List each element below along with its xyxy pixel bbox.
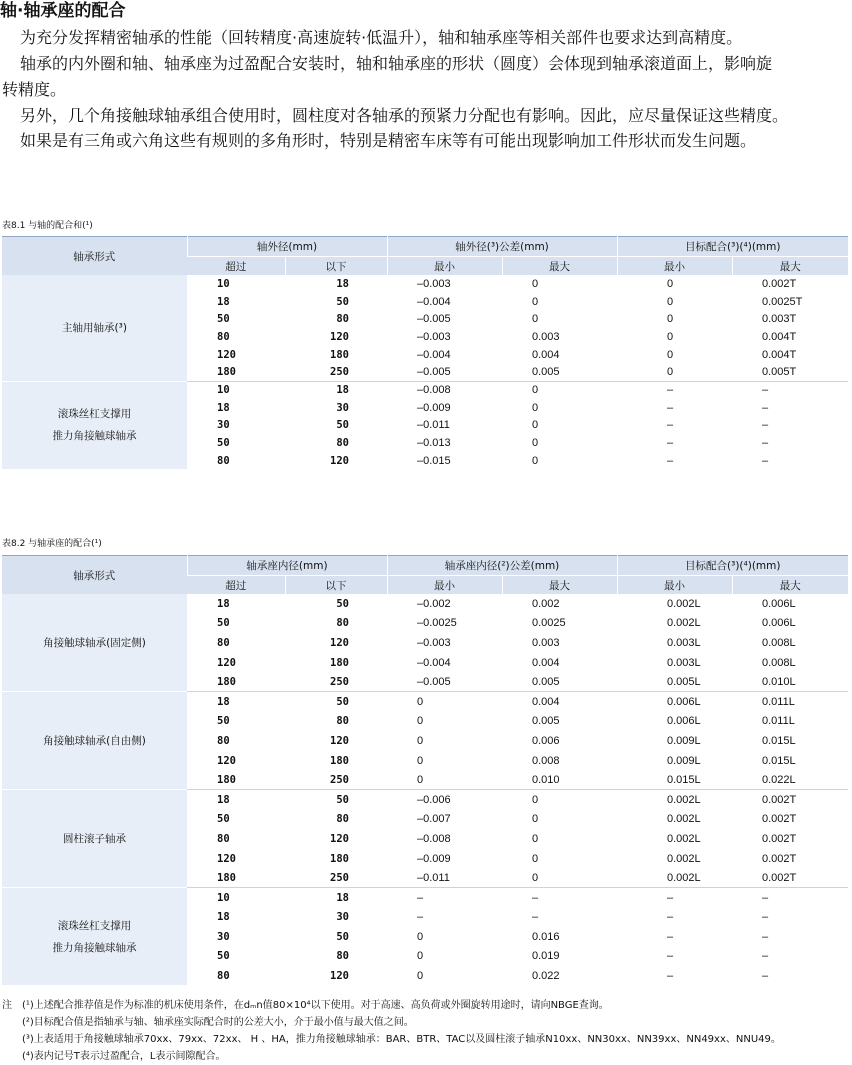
cell-tol-max: 0: [532, 277, 539, 290]
cell-tol-min: –0.0025: [417, 617, 457, 630]
cell-tol-max: 0: [502, 790, 617, 810]
cell-tol-max: 0.005: [532, 366, 560, 379]
cell-over: 18: [217, 911, 230, 924]
cell-fit-min: 0.002L: [617, 790, 732, 810]
cell-incl: 120: [330, 454, 349, 467]
bearing-type-label: 圆柱滚子轴承: [63, 832, 126, 845]
shaft-fit-table: [2, 236, 848, 470]
cell-fit-min: 0.005L: [667, 675, 701, 688]
cell-incl: 120: [330, 636, 349, 649]
cell-over: 30: [217, 419, 230, 432]
cell-tol-min: 0: [417, 950, 424, 963]
cell-incl: 18: [336, 277, 349, 290]
cell-incl: 50: [285, 692, 387, 712]
cell-fit-min: 0: [667, 330, 674, 343]
housing-fit-table: [2, 555, 848, 986]
cell-tol-min: –0.011: [417, 419, 450, 432]
header-fit-max: 最大: [732, 576, 848, 595]
intro-paragraph-line-5: 如果是有三角或六角这些有规则的多角形时，特别是精密车床等有可能出现影响加工件形状而发生问题。: [20, 131, 757, 150]
cell-fit-max: 0.002T: [762, 813, 797, 826]
cell-incl: 250: [330, 675, 349, 688]
header-over: 超过: [187, 257, 285, 276]
cell-fit-min: 0.002L: [667, 813, 701, 826]
cell-fit-min: –: [667, 454, 674, 467]
cell-tol-min: 0: [417, 754, 424, 767]
intro-paragraph-line-3: 转精度。: [2, 80, 67, 99]
cell-over: 180: [217, 675, 236, 688]
cell-tol-max: 0: [532, 313, 539, 326]
cell-fit-max: 0.011L: [732, 692, 848, 712]
cell-incl: 30: [336, 401, 349, 414]
cell-incl: 180: [330, 852, 349, 865]
cell-fit-min: 0.002L: [667, 832, 701, 845]
cell-tol-max: –: [502, 888, 617, 908]
cell-tol-min: 0: [417, 773, 424, 786]
cell-fit-max: 0.002T: [762, 852, 797, 865]
bearing-type-cell: [2, 275, 187, 381]
cell-fit-max: 0.002T: [732, 790, 848, 810]
cell-fit-min: 0: [667, 348, 674, 361]
note-2: (²)目标配合值是指轴承与轴、轴承座实际配合时的公差大小，介于最小值与最大值之间。: [22, 1017, 414, 1028]
cell-fit-min: –: [667, 911, 674, 924]
bearing-type-cell: [2, 594, 187, 692]
cell-fit-min: 0.003L: [667, 636, 701, 649]
bearing-type-label: 滚珠丝杠支撑用: [57, 919, 132, 932]
cell-incl: 180: [330, 754, 349, 767]
header-tol-max: 最大: [502, 257, 617, 276]
cell-over: 80: [217, 330, 230, 343]
cell-tol-min: –0.009: [417, 401, 451, 414]
cell-incl: 80: [336, 715, 349, 728]
cell-incl: 50: [336, 419, 349, 432]
cell-over: 80: [217, 454, 230, 467]
cell-over: 180: [217, 366, 236, 379]
cell-over: 18: [217, 597, 230, 610]
header-incl: 以下: [285, 576, 387, 595]
header-tol-min: 最小: [387, 257, 502, 276]
cell-tol-max: 0.022: [532, 970, 560, 983]
cell-tol-min: –0.008: [387, 381, 502, 399]
table-row: [2, 888, 848, 908]
header-fit-max: 最大: [732, 257, 848, 276]
cell-tol-max: 0.004: [532, 656, 560, 669]
note-4: (⁴)表内记号T表示过盈配合，L表示间隙配合。: [22, 1051, 226, 1062]
notes-label: 注: [2, 1000, 12, 1011]
cell-fit-max: 0.015L: [762, 734, 796, 747]
cell-tol-max: 0: [532, 401, 539, 414]
cell-incl: 50: [336, 295, 349, 308]
cell-fit-min: –: [667, 970, 674, 983]
cell-tol-max: 0.002: [532, 597, 560, 610]
cell-incl: 50: [336, 597, 349, 610]
cell-over: 18: [217, 401, 230, 414]
cell-fit-min: –: [667, 930, 674, 943]
cell-fit-max: 0.015L: [762, 754, 796, 767]
cell-over: 80: [217, 832, 230, 845]
cell-tol-max: 0.0025: [532, 617, 566, 630]
cell-incl: 80: [336, 813, 349, 826]
cell-fit-min: 0.009L: [667, 734, 701, 747]
cell-incl: 180: [330, 348, 349, 361]
bearing-type-label: 推力角接触球轴承: [52, 430, 137, 443]
cell-fit-max: –: [762, 950, 769, 963]
cell-over: 30: [217, 930, 230, 943]
cell-fit-min: –: [667, 437, 674, 450]
cell-fit-max: –: [732, 888, 848, 908]
cell-tol-max: 0: [532, 419, 539, 432]
cell-fit-max: 0.022L: [762, 773, 796, 786]
header-bearing-type: 轴承形式: [2, 237, 187, 276]
cell-over: 50: [217, 950, 230, 963]
cell-fit-max: 0.006L: [762, 617, 796, 630]
cell-tol-max: 0.004: [532, 348, 560, 361]
cell-tol-min: 0: [417, 715, 424, 728]
cell-over: 18: [187, 790, 285, 810]
bearing-type-label: 主轴用轴承(³): [62, 321, 127, 334]
cell-tol-min: –0.007: [417, 813, 451, 826]
table1-caption: 表8.1 与轴的配合和(¹): [2, 221, 93, 231]
cell-incl: 250: [330, 871, 349, 884]
page-title: 轴·轴承座的配合: [0, 1, 126, 21]
cell-fit-max: 0.005T: [762, 366, 797, 379]
cell-tol-min: –0.002: [417, 597, 451, 610]
cell-tol-min: –0.008: [417, 832, 451, 845]
cell-incl: 80: [336, 617, 349, 630]
header-tolerance-group: 轴承座内径(²)公差(mm): [387, 556, 617, 576]
cell-fit-min: 0.002L: [667, 871, 701, 884]
cell-fit-max: 0.008L: [762, 656, 796, 669]
header-bearing-type: 轴承形式: [2, 556, 187, 595]
cell-tol-max: 0.004: [502, 692, 617, 712]
cell-fit-max: –: [762, 970, 769, 983]
cell-fit-max: –: [762, 401, 769, 414]
bearing-type-cell: [2, 381, 187, 469]
header-over: 超过: [187, 576, 285, 595]
cell-tol-min: –0.006: [387, 790, 502, 810]
cell-fit-min: –: [667, 401, 674, 414]
cell-tol-min: –0.009: [417, 852, 451, 865]
cell-tol-max: 0: [532, 454, 539, 467]
cell-tol-max: 0.019: [532, 950, 560, 963]
cell-fit-max: 0.004T: [762, 330, 797, 343]
cell-fit-max: 0.011L: [762, 715, 795, 728]
cell-incl: 50: [336, 930, 349, 943]
cell-fit-max: –: [762, 454, 769, 467]
cell-incl: 50: [285, 790, 387, 810]
cell-over: 50: [217, 813, 230, 826]
cell-incl: 18: [285, 381, 387, 399]
cell-tol-min: –: [387, 888, 502, 908]
cell-tol-max: 0: [532, 832, 539, 845]
cell-tol-max: 0: [502, 381, 617, 399]
cell-tol-min: –0.011: [417, 871, 450, 884]
cell-incl: 30: [336, 911, 349, 924]
cell-fit-max: 0.003T: [762, 313, 797, 326]
cell-over: 18: [217, 295, 230, 308]
cell-fit-min: 0: [667, 277, 674, 290]
cell-over: 50: [217, 715, 230, 728]
cell-fit-min: 0.006L: [617, 692, 732, 712]
cell-fit-max: 0.008L: [762, 636, 796, 649]
cell-over: 80: [217, 970, 230, 983]
table-row: [2, 381, 848, 399]
header-fit-min: 最小: [617, 257, 732, 276]
header-tolerance-group: 轴外径(³)公差(mm): [387, 237, 617, 257]
cell-tol-min: –0.003: [417, 277, 451, 290]
cell-incl: 250: [330, 773, 349, 786]
intro-paragraph-line-4: 另外，几个角接触球轴承组合使用时，圆柱度对各轴承的预紧力分配也有影响。因此，应尽量保证这些精度。: [20, 106, 789, 125]
cell-fit-min: –: [617, 888, 732, 908]
cell-fit-min: 0.009L: [667, 754, 701, 767]
cell-over: 120: [217, 852, 236, 865]
bearing-type-cell: [2, 888, 187, 986]
cell-tol-max: –: [532, 911, 539, 924]
cell-incl: 120: [330, 734, 349, 747]
cell-tol-max: 0.016: [532, 930, 560, 943]
cell-over: 10: [217, 277, 230, 290]
cell-incl: 120: [330, 970, 349, 983]
cell-tol-max: 0.005: [532, 715, 560, 728]
cell-fit-max: –: [762, 911, 769, 924]
cell-fit-min: 0: [667, 366, 674, 379]
cell-tol-min: –0.005: [417, 366, 451, 379]
header-target-fit-group: 目标配合(³)(⁴)(mm): [617, 556, 848, 576]
cell-incl: 180: [330, 656, 349, 669]
cell-incl: 250: [330, 366, 349, 379]
cell-tol-min: –0.005: [417, 313, 451, 326]
cell-fit-min: 0.002L: [667, 852, 701, 865]
cell-tol-min: –0.005: [417, 675, 451, 688]
cell-incl: 120: [330, 330, 349, 343]
cell-tol-min: –0.015: [417, 454, 451, 467]
bearing-type-label: 角接触球轴承(自由侧): [43, 734, 146, 747]
cell-over: 50: [217, 617, 230, 630]
header-tol-max: 最大: [502, 576, 617, 595]
cell-fit-min: 0.006L: [667, 715, 701, 728]
cell-fit-max: –: [762, 437, 769, 450]
cell-tol-min: –0.003: [417, 330, 451, 343]
header-incl: 以下: [285, 257, 387, 276]
cell-fit-max: –: [732, 381, 848, 399]
cell-over: 50: [217, 313, 230, 326]
cell-tol-max: 0.003: [532, 636, 560, 649]
header-target-fit-group: 目标配合(³)(⁴)(mm): [617, 237, 848, 257]
cell-tol-max: 0: [532, 437, 539, 450]
cell-fit-min: 0.002L: [667, 597, 701, 610]
cell-tol-min: 0: [417, 734, 424, 747]
cell-over: 180: [217, 773, 236, 786]
header-diameter-group: 轴外径(mm): [187, 237, 387, 257]
cell-fit-max: 0.002T: [762, 277, 797, 290]
cell-incl: 120: [330, 832, 349, 845]
cell-fit-max: 0.002T: [762, 832, 797, 845]
bearing-type-label: 角接触球轴承(固定侧): [43, 636, 146, 649]
cell-over: 10: [187, 888, 285, 908]
cell-fit-min: –: [617, 381, 732, 399]
cell-fit-min: –: [667, 419, 674, 432]
cell-tol-min: –: [417, 911, 424, 924]
cell-tol-max: 0: [532, 871, 539, 884]
cell-tol-max: 0: [532, 813, 539, 826]
header-fit-min: 最小: [617, 576, 732, 595]
cell-tol-min: 0: [417, 930, 424, 943]
cell-fit-max: 0.004T: [762, 348, 797, 361]
cell-fit-min: –: [667, 950, 674, 963]
cell-fit-max: 0.010L: [762, 675, 796, 688]
cell-tol-max: 0: [532, 852, 539, 865]
bearing-type-cell: [2, 790, 187, 888]
cell-tol-min: –0.004: [417, 295, 451, 308]
cell-over: 80: [217, 636, 230, 649]
cell-over: 50: [217, 437, 230, 450]
table-row: [2, 594, 848, 614]
header-tol-min: 最小: [387, 576, 502, 595]
note-1: (¹)上述配合推荐值是作为标准的机床使用条件，在dₘn值80×10⁴以下使用。对于高速、高负荷或外圈旋转用途时，请向NBGE查询。: [22, 1000, 609, 1011]
table-row: [2, 692, 848, 712]
cell-fit-min: 0: [667, 313, 674, 326]
bearing-type-cell: [2, 692, 187, 790]
cell-over: 10: [187, 381, 285, 399]
cell-fit-min: 0.015L: [667, 773, 701, 786]
cell-tol-max: 0: [532, 295, 539, 308]
intro-paragraph-line-1: 为充分发挥精密轴承的性能（回转精度·高速旋转·低温升），轴和轴承座等相关部件也要求达到高精度。: [20, 28, 743, 47]
cell-tol-min: –0.003: [417, 636, 451, 649]
cell-over: 120: [217, 656, 236, 669]
intro-paragraph-line-2: 轴承的内外圈和轴、轴承座为过盈配合安装时，轴和轴承座的形状（圆度）会体现到轴承滚道面上，影响旋: [20, 54, 773, 73]
bearing-type-label: 滚珠丝杠支撑用: [57, 408, 132, 421]
cell-over: 120: [217, 754, 236, 767]
note-3: (³)上表适用于角接触球轴承70xx、79xx、72xx、 H 、HA，推力角接触球轴承：BAR、BTR、TAC以及圆柱滚子轴承N10xx、NN30xx、NN39xx、NN49xx、NNU49。: [22, 1034, 781, 1045]
cell-incl: 80: [336, 437, 349, 450]
cell-fit-min: 0.002L: [667, 617, 701, 630]
cell-tol-max: 0.010: [532, 773, 560, 786]
cell-over: 80: [217, 734, 230, 747]
cell-tol-max: 0.003: [532, 330, 560, 343]
cell-tol-max: 0.005: [532, 675, 560, 688]
bearing-type-label: 推力角接触球轴承: [52, 941, 137, 954]
cell-tol-max: 0.006: [532, 734, 560, 747]
cell-tol-max: 0.008: [532, 754, 560, 767]
cell-over: 180: [217, 871, 236, 884]
cell-tol-min: –0.004: [417, 656, 451, 669]
cell-fit-max: 0.002T: [762, 871, 797, 884]
cell-tol-min: –0.004: [417, 348, 451, 361]
cell-fit-max: –: [762, 930, 769, 943]
cell-tol-min: 0: [387, 692, 502, 712]
cell-incl: 80: [336, 950, 349, 963]
cell-tol-min: 0: [417, 970, 424, 983]
cell-incl: 80: [336, 313, 349, 326]
cell-incl: 18: [285, 888, 387, 908]
table-row: [2, 275, 848, 293]
cell-fit-max: –: [762, 419, 769, 432]
table-row: [2, 790, 848, 810]
cell-fit-max: 0.0025T: [762, 295, 803, 308]
cell-tol-min: –0.013: [417, 437, 451, 450]
cell-fit-min: 0: [667, 295, 674, 308]
cell-fit-min: 0.003L: [667, 656, 701, 669]
cell-over: 120: [217, 348, 236, 361]
header-diameter-group: 轴承座内径(mm): [187, 556, 387, 576]
table2-caption: 表8.2 与轴承座的配合(¹): [2, 539, 102, 549]
cell-fit-max: 0.006L: [762, 597, 796, 610]
cell-over: 18: [187, 692, 285, 712]
